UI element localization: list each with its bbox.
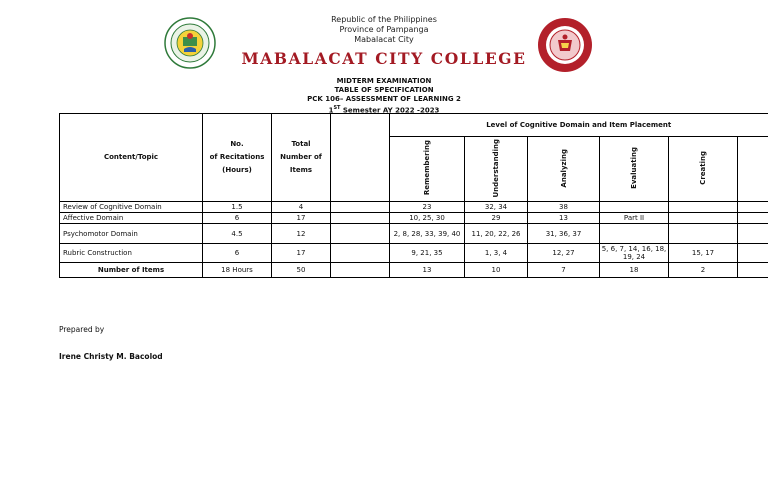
row-topic: Affective Domain: [60, 213, 203, 224]
row-evaluating: 5, 6, 7, 14, 16, 18, 19, 24: [600, 244, 669, 263]
row-topic: Rubric Construction: [60, 244, 203, 263]
summary-creating: 2: [669, 263, 738, 278]
row-analyzing: 31, 36, 37: [528, 224, 600, 244]
summary-total: 50: [272, 263, 331, 278]
row-hours: 1.5: [203, 202, 272, 213]
header-recitations: No. of Recitations (Hours): [203, 114, 272, 202]
level-remembering: Remembering: [390, 137, 465, 202]
table-row: [60, 202, 768, 213]
header-republic: Republic of the Philippines: [331, 15, 437, 24]
row-evaluating: Part II: [600, 213, 669, 224]
row-remembering: 10, 25, 30: [390, 213, 465, 224]
row-topic: Psychomotor Domain: [60, 224, 203, 244]
row-extra: [738, 202, 768, 213]
row-understanding: 29: [465, 213, 528, 224]
row-remembering: 23: [390, 202, 465, 213]
row-topic: Review of Cognitive Domain: [60, 202, 203, 213]
header-content-topic: Content/Topic: [60, 114, 203, 202]
summary-remembering: 13: [390, 263, 465, 278]
level-understanding: Understanding: [465, 137, 528, 202]
college-name: MABALACAT CITY COLLEGE: [241, 49, 527, 68]
row-evaluating: [600, 202, 669, 213]
summary-blank: [331, 263, 390, 278]
summary-analyzing: 7: [528, 263, 600, 278]
row-remembering: 9, 21, 35: [390, 244, 465, 263]
table-row: [60, 224, 768, 244]
semester-line: 1ST Semester AY 2022 -2023: [328, 105, 440, 115]
row-total: 12: [272, 224, 331, 244]
row-creating: [669, 224, 738, 244]
row-creating: [669, 213, 738, 224]
level-extra: [738, 137, 768, 202]
signer-name: Irene Christy M. Bacolod: [59, 352, 163, 361]
row-blank: [331, 202, 390, 213]
course-title: PCK 106– ASSESSMENT OF LEARNING 2: [307, 95, 461, 103]
row-blank: [331, 224, 390, 244]
table-row: [60, 244, 768, 263]
header-blank: [331, 114, 390, 202]
row-extra: [738, 224, 768, 244]
row-remembering: 2, 8, 28, 33, 39, 40: [390, 224, 465, 244]
level-analyzing: Analyzing: [528, 137, 600, 202]
row-hours: 6: [203, 213, 272, 224]
row-evaluating: [600, 224, 669, 244]
row-total: 4: [272, 202, 331, 213]
summary-extra: [738, 263, 768, 278]
row-hours: 4.5: [203, 224, 272, 244]
row-analyzing: 12, 27: [528, 244, 600, 263]
level-creating: Creating: [669, 137, 738, 202]
row-creating: 15, 17: [669, 244, 738, 263]
row-creating: [669, 202, 738, 213]
row-hours: 6: [203, 244, 272, 263]
table-row: [60, 213, 768, 224]
exam-title: MIDTERM EXAMINATION: [336, 77, 432, 85]
tos-title: TABLE OF SPECIFICATION: [334, 86, 434, 94]
prepared-by-label: Prepared by: [59, 325, 105, 334]
row-understanding: 32, 34: [465, 202, 528, 213]
row-extra: [738, 244, 768, 263]
row-understanding: 1, 3, 4: [465, 244, 528, 263]
header-city: Mabalacat City: [354, 35, 414, 44]
summary-row: [60, 263, 768, 278]
row-extra: [738, 213, 768, 224]
row-blank: [331, 244, 390, 263]
summary-topic: Number of Items: [60, 263, 203, 278]
header-province: Province of Pampanga: [339, 25, 429, 34]
header-level-domain: Level of Cognitive Domain and Item Placement: [390, 114, 768, 137]
row-analyzing: 13: [528, 213, 600, 224]
row-understanding: 11, 20, 22, 26: [465, 224, 528, 244]
summary-understanding: 10: [465, 263, 528, 278]
header-total-items: Total Number of Items: [272, 114, 331, 202]
row-total: 17: [272, 213, 331, 224]
level-evaluating: Evaluating: [600, 137, 669, 202]
row-total: 17: [272, 244, 331, 263]
row-analyzing: 38: [528, 202, 600, 213]
specification-table: [59, 113, 768, 278]
summary-hours: 18 Hours: [203, 263, 272, 278]
row-blank: [331, 213, 390, 224]
summary-evaluating: 18: [600, 263, 669, 278]
